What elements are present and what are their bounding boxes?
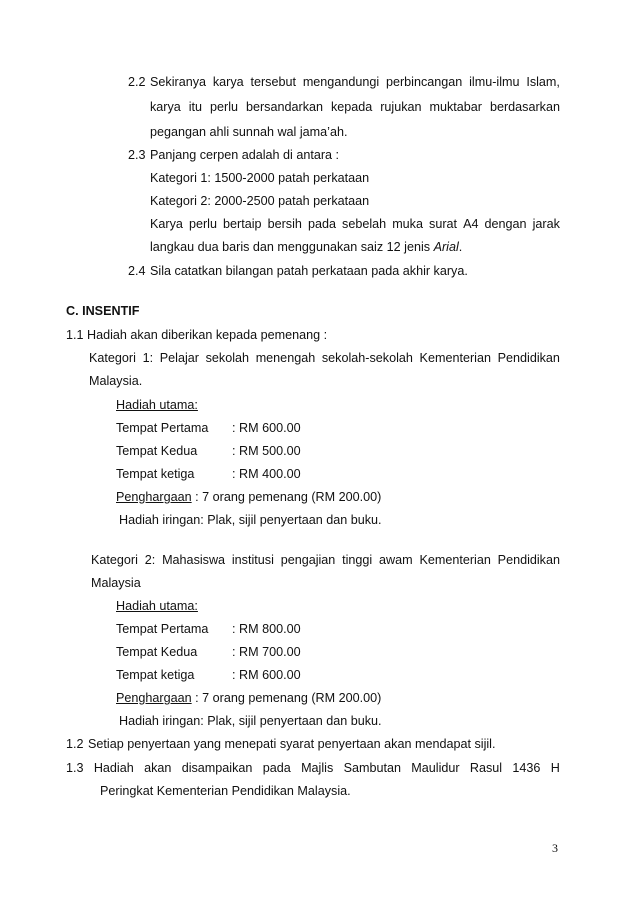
kategori-2-prize-3-amount: : RM 600.00	[232, 668, 301, 682]
word: sekolah	[205, 351, 250, 365]
kategori-2-penghargaan-text: : 7 orang pemenang (RM 200.00)	[191, 691, 382, 705]
word: itu	[188, 100, 203, 114]
word: Mahasiswa	[162, 553, 226, 567]
word: bersandarkan	[245, 100, 323, 114]
word: Pendidikan	[497, 351, 560, 365]
kategori-1-prize-3-place: Tempat ketiga	[116, 467, 195, 481]
item-2-3-line-5-pre: langkau dua baris dan menggunakan saiz 12 jenis	[150, 240, 434, 254]
item-2-2-number: 2.2	[128, 75, 146, 89]
item-2-3-number: 2.3	[128, 148, 146, 162]
item-2-3-line-4	[150, 216, 560, 232]
word: 2:	[144, 553, 156, 567]
section-c-heading: C. INSENTIF	[66, 304, 140, 318]
word: rujukan	[380, 100, 422, 114]
kategori-1-penghargaan-label: Penghargaan	[116, 490, 192, 504]
item-2-3-line-5	[150, 239, 462, 255]
item-2-2-line-2	[150, 99, 560, 115]
word: institusi	[231, 553, 274, 567]
word: dengan	[484, 217, 527, 231]
word: perlu	[188, 217, 217, 231]
word: mengandungi	[302, 75, 380, 89]
word: Karya	[150, 217, 183, 231]
word: tinggi	[342, 553, 373, 567]
word: Pelajar	[159, 351, 199, 365]
word: awam	[379, 553, 413, 567]
word: berdasarkan	[489, 100, 560, 114]
word: menengah	[255, 351, 316, 365]
word: Sekiranya	[150, 75, 207, 89]
word: 1436	[512, 761, 541, 775]
item-1-2-number: 1.2	[66, 737, 84, 751]
word: akan	[144, 761, 172, 775]
word: disampaikan	[181, 761, 253, 775]
item-2-3-line-5-post: .	[458, 240, 463, 254]
word: Rasul	[469, 761, 503, 775]
kategori-1-line-1	[89, 350, 560, 366]
word: Pendidikan	[497, 553, 560, 567]
word: 1.3	[66, 761, 84, 775]
word: ilmu-ilmu	[469, 75, 520, 89]
word: bersih	[267, 217, 302, 231]
word: pada	[307, 217, 336, 231]
item-2-3-kategori-2: Kategori 2: 2000-2500 patah perkataan	[150, 194, 370, 208]
word: Majlis	[301, 761, 334, 775]
word: karya	[150, 100, 181, 114]
item-1-2-text: Setiap penyertaan yang menepati syarat penyertaan akan mendapat sijil.	[88, 737, 496, 751]
item-2-3-font-name: Arial	[433, 240, 459, 254]
word: Kementerian	[419, 351, 491, 365]
item-2-4-number: 2.4	[128, 264, 146, 278]
word: Kementerian	[419, 553, 491, 567]
kategori-1-prize-3-amount: : RM 400.00	[232, 467, 301, 481]
kategori-2-prize-2-place: Tempat Kedua	[116, 645, 198, 659]
page-number: 3	[552, 841, 558, 855]
word: 1:	[142, 351, 154, 365]
word: Maulidur	[411, 761, 460, 775]
kategori-1-penghargaan-text: : 7 orang pemenang (RM 200.00)	[191, 490, 382, 504]
word: perlu	[210, 100, 239, 114]
word: Hadiah	[93, 761, 134, 775]
word: Islam,	[526, 75, 560, 89]
word: sekolah-sekolah	[321, 351, 413, 365]
kategori-1-line-2: Malaysia.	[89, 374, 143, 388]
kategori-2-penghargaan-label: Penghargaan	[116, 691, 192, 705]
item-2-4-text: Sila catatkan bilangan patah perkataan pada akhir karya.	[150, 264, 468, 278]
word: sebelah	[342, 217, 387, 231]
word: muktabar	[429, 100, 482, 114]
kategori-2-line-1	[91, 552, 560, 568]
kategori-2-line-2: Malaysia	[91, 576, 141, 590]
item-1-1-number: 1.1	[66, 328, 84, 342]
word: muka	[392, 217, 423, 231]
item-2-3-kategori-1: Kategori 1: 1500-2000 patah perkataan	[150, 171, 370, 185]
word: Kategori	[91, 553, 138, 567]
kategori-1-prize-2-place: Tempat Kedua	[116, 444, 198, 458]
word: jarak	[532, 217, 560, 231]
word: karya	[212, 75, 244, 89]
kategori-1-prize-1-amount: : RM 600.00	[232, 421, 301, 435]
item-1-3-line-2: Peringkat Kementerian Pendidikan Malaysia.	[100, 784, 351, 798]
item-1-1-text: Hadiah akan diberikan kepada pemenang :	[87, 328, 328, 342]
word: A4	[463, 217, 479, 231]
kategori-2-penghargaan	[116, 690, 381, 706]
kategori-1-penghargaan	[116, 489, 381, 505]
item-2-2-line-1	[150, 74, 560, 90]
item-2-3-line-1: Panjang cerpen adalah di antara :	[150, 148, 340, 162]
word: pengajian	[280, 553, 336, 567]
word: H	[550, 761, 560, 775]
word: perbincangan	[385, 75, 463, 89]
word: kepada	[330, 100, 373, 114]
kategori-2-hadiah-iringan: Hadiah iringan: Plak, sijil penyertaan dan buku.	[119, 714, 382, 728]
kategori-2-prize-3-place: Tempat ketiga	[116, 668, 195, 682]
word: Kategori	[89, 351, 136, 365]
word: bertaip	[223, 217, 262, 231]
item-1-3-line-1	[66, 760, 560, 776]
item-2-2-line-3: pegangan ahli sunnah wal jama’ah.	[150, 125, 348, 139]
kategori-2-prize-1-amount: : RM 800.00	[232, 622, 301, 636]
word: surat	[429, 217, 458, 231]
kategori-1-prize-1-place: Tempat Pertama	[116, 421, 209, 435]
word: pada	[262, 761, 291, 775]
kategori-2-prize-1-place: Tempat Pertama	[116, 622, 209, 636]
kategori-2-prize-2-amount: : RM 700.00	[232, 645, 301, 659]
word: tersebut	[250, 75, 296, 89]
word: Sambutan	[343, 761, 401, 775]
kategori-2-hadiah-utama: Hadiah utama:	[116, 599, 198, 613]
kategori-1-prize-2-amount: : RM 500.00	[232, 444, 301, 458]
kategori-1-hadiah-iringan: Hadiah iringan: Plak, sijil penyertaan dan buku.	[119, 513, 382, 527]
kategori-1-hadiah-utama: Hadiah utama:	[116, 398, 198, 412]
